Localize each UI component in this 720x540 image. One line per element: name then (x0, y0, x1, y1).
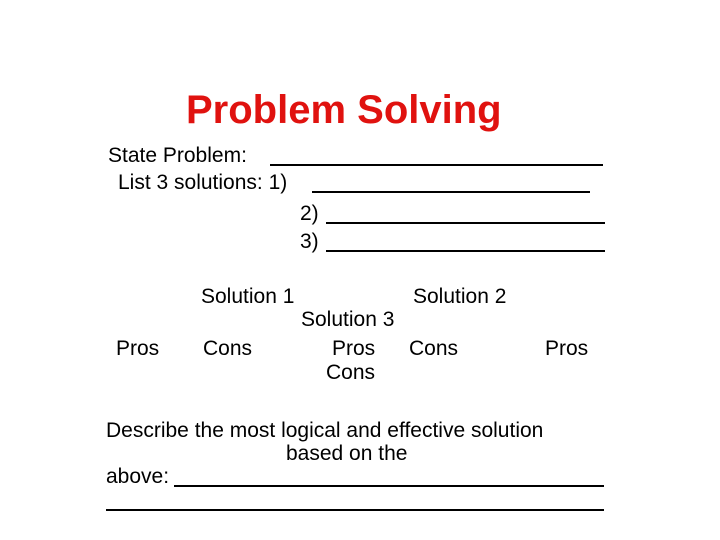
solution-2-blank[interactable] (326, 222, 605, 224)
conclusion-blank-2[interactable] (106, 509, 604, 511)
conclusion-blank-1[interactable] (174, 485, 604, 487)
conclusion-above-label: above: (106, 465, 170, 488)
conclusion-prompt-cont: based on the (286, 442, 408, 465)
state-problem-blank[interactable] (270, 164, 603, 166)
pros-label-1: Pros (116, 337, 160, 360)
solution-3-blank[interactable] (326, 250, 605, 252)
cons-label-1: Cons (203, 337, 253, 360)
pros-label-2: Pros (332, 337, 376, 360)
list-solutions-label: List 3 solutions: 1) (118, 171, 288, 194)
solution-2-heading: Solution 2 (413, 285, 507, 308)
conclusion-prompt: Describe the most logical and effective solution (106, 419, 544, 442)
solution-3-label: 3) (300, 230, 319, 253)
page-title: Problem Solving (186, 88, 502, 132)
solution-1-blank[interactable] (312, 191, 590, 193)
state-problem-label: State Problem: (108, 144, 247, 167)
solution-2-label: 2) (300, 202, 319, 225)
cons-label-2: Cons (409, 337, 459, 360)
solution-1-heading: Solution 1 (201, 285, 295, 308)
pros-label-3: Pros (545, 337, 589, 360)
solution-3-heading: Solution 3 (301, 308, 395, 331)
cons-label-3: Cons (326, 361, 376, 384)
